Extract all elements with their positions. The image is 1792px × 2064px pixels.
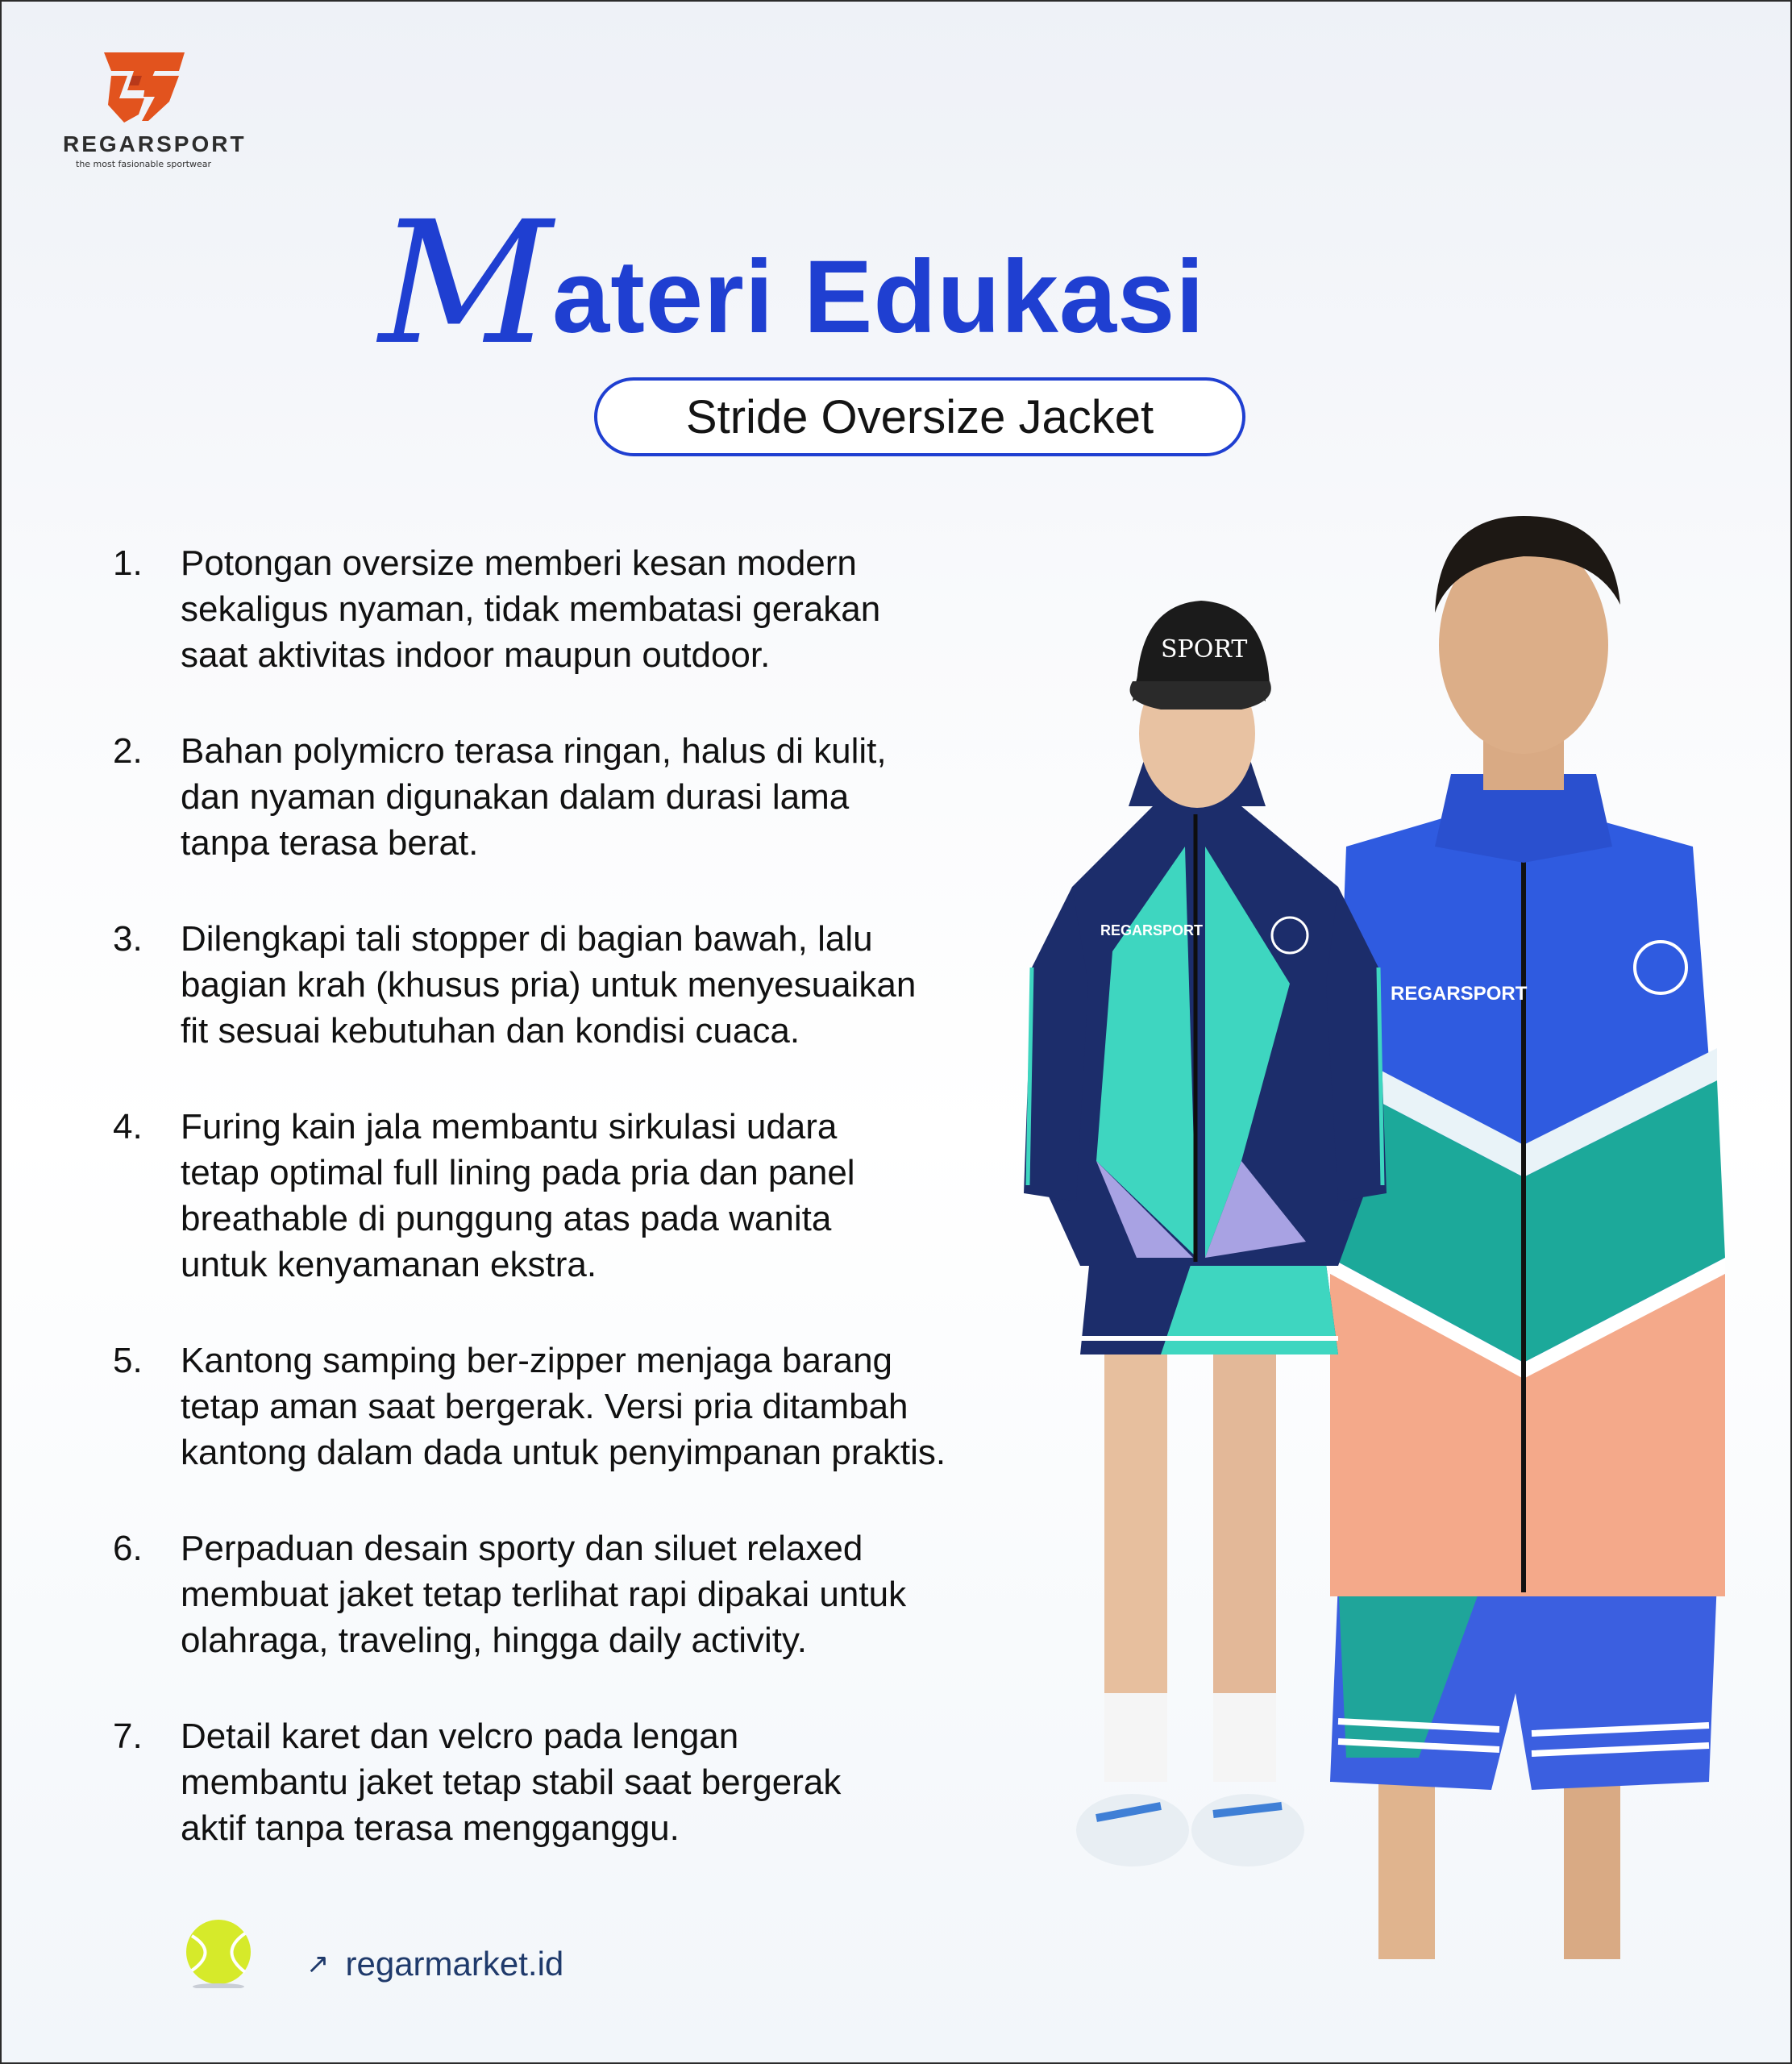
brand-logo [63, 48, 247, 169]
subtitle-text: Stride Oversize Jacket [685, 390, 1154, 443]
tennis-ball-icon [182, 1916, 255, 1988]
website-link[interactable] [306, 1945, 563, 1983]
feature-list [113, 540, 1032, 1901]
female-model [1024, 601, 1387, 1866]
list-item [113, 1338, 1032, 1475]
arrow-up-right-icon: ↗ [306, 1949, 330, 1979]
models-photo [1000, 468, 1725, 1959]
cap-text: SPORT [1161, 635, 1248, 664]
title-initial: M [379, 185, 553, 382]
item-text: Dilengkapi tali stopper di bagian bawah, lalu bagian krah (khusus pria) untuk menyesuaikan fit sesuai kebutuhan dan kondisi cuaca. [181, 919, 917, 1051]
item-text: Furing kain jala membantu sirkulasi udara tetap optimal full lining pada pria dan panel breathable di punggung atas pada wanita untuk kenyamanan ekstra. [181, 1107, 855, 1284]
male-jacket-brand: REGARSPORT [1391, 983, 1528, 1005]
brand-tagline: the most fasionable sportwear [76, 159, 211, 169]
item-number: 2. [113, 731, 143, 771]
male-model [1330, 516, 1725, 1959]
item-text: Potongan oversize memberi kesan modern sekaligus nyaman, tidak membatasi gerakan saat aktivitas indoor maupun outdoor. [181, 543, 881, 675]
subtitle-pill [594, 377, 1245, 456]
list-item [113, 728, 1032, 866]
item-number: 4. [113, 1107, 143, 1146]
list-item [113, 1713, 1032, 1851]
title-rest: ateri Edukasi [552, 239, 1205, 355]
page-title [379, 185, 1427, 382]
item-text: Bahan polymicro terasa ringan, halus di kulit, dan nyaman digunakan dalam durasi lama tanpa terasa berat. [181, 731, 887, 863]
brand-name: REGARSPORT [63, 131, 247, 156]
item-number: 3. [113, 919, 143, 959]
list-item [113, 1104, 1032, 1288]
regarsport-logo-icon [100, 48, 189, 125]
item-text: Kantong samping ber-zipper menjaga barang tetap aman saat bergerak. Versi pria ditambah kantong dalam dada untuk penyimpanan praktis. [181, 1341, 946, 1472]
item-text: Detail karet dan velcro pada lengan membantu jaket tetap stabil saat bergerak aktif tanpa terasa mengganggu. [181, 1717, 842, 1848]
item-number: 1. [113, 543, 143, 583]
item-number: 5. [113, 1341, 143, 1380]
item-number: 7. [113, 1717, 143, 1756]
list-item [113, 1525, 1032, 1663]
list-item [113, 916, 1032, 1054]
list-item [113, 540, 1032, 678]
item-text: Perpaduan desain sporty dan siluet relaxed membuat jaket tetap terlihat rapi dipakai untuk olahraga, traveling, hingga daily activity. [181, 1529, 907, 1660]
female-jacket-brand: REGARSPORT [1100, 922, 1204, 938]
website-url[interactable]: regarmarket.id [345, 1945, 564, 1983]
item-number: 6. [113, 1529, 143, 1568]
